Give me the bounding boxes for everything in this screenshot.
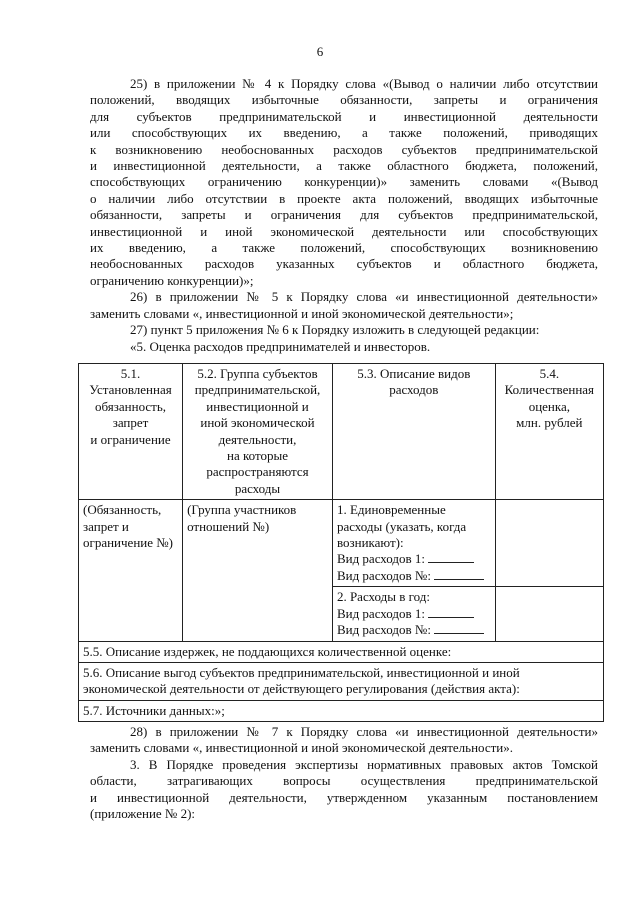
header-5-4: 5.4. Количественная оценка, млн. рублей	[495, 364, 603, 500]
text-line: и инвестиционной деятельности, а также областного бюджета, положений,	[90, 158, 598, 174]
blank-field	[434, 622, 484, 634]
cost-line: Вид расходов №:	[337, 568, 491, 584]
text-line: инвестиционной и иной экономической деятельности или способствующих	[90, 223, 598, 239]
text-line: положений, вводящих избыточные обязанности, запреты и ограничения	[90, 92, 598, 108]
cost-line: Вид расходов 1:	[337, 606, 491, 622]
paragraph-26-line: 26) в приложении № 5 к Порядку слова «и инвестиционной деятельности»	[130, 289, 598, 305]
row-5-5: 5.5. Описание издержек, не поддающихся количественной оценке:	[79, 641, 604, 662]
header-5-2: 5.2. Группа субъектов предпринимательской, инвестиционной и иной экономической деятельности, на которые распространяются расходы	[183, 364, 333, 500]
text-line: их введению, а также положений, способствующих возникновению	[90, 240, 598, 256]
header-5-1: 5.1. Установленная обязанность, запрет и ограничение	[79, 364, 183, 500]
text-line: способствующих ограничению конкуренции)» заменить словами «(Вывод	[90, 174, 598, 190]
one-time-costs-cell: 1. Единовременные расходы (указать, когда возникают): Вид расходов 1: Вид расходов №:	[332, 500, 495, 587]
text-line: или способствующих их введению, а также положений, приводящих	[90, 125, 598, 141]
text-line: о наличии либо отсутствии в проекте акта положений, вводящих избыточные	[90, 190, 598, 206]
row-5-7: 5.7. Источники данных:»;	[79, 700, 604, 721]
paragraph-26-line: заменить словами «, инвестиционной и иной экономической деятельности»;	[90, 305, 514, 321]
text-line: для субъектов предпринимательской и инвестиционной деятельности	[90, 108, 598, 124]
text-line: к возникновению необоснованных расходов субъектов предпринимательской	[90, 141, 598, 157]
annual-costs-cell: 2. Расходы в год: Вид расходов 1: Вид расходов №:	[332, 587, 495, 641]
blank-field	[428, 606, 474, 618]
cost-line: Вид расходов №:	[337, 622, 491, 638]
text-line: необоснованных расходов указанных субъектов и областного бюджета,	[90, 256, 598, 272]
paragraph-3-line: и инвестиционной деятельности, утвержденном указанным постановлением	[90, 789, 598, 805]
text-line: заменить словами «, инвестиционной и иной экономической деятельности».	[90, 740, 514, 756]
text-line: обязанности, запреты и ограничения для субъектов предпринимательской,	[90, 207, 598, 223]
estimate-cell	[495, 587, 603, 641]
cost-table	[78, 363, 604, 722]
table-row	[79, 500, 604, 587]
paragraph-27: 27) пункт 5 приложения № 6 к Порядку изложить в следующей редакции:	[130, 322, 540, 338]
section-5-heading: «5. Оценка расходов предпринимателей и инвесторов.	[130, 338, 431, 354]
paragraph-25	[90, 76, 598, 355]
paragraph-3-line: области, затрагивающих вопросы осуществления предпринимательской	[90, 773, 598, 789]
header-5-3: 5.3. Описание видов расходов	[332, 364, 495, 500]
text-line: ограничению конкуренции)»;	[90, 272, 254, 288]
cost-line: Вид расходов 1:	[337, 551, 491, 567]
row-5-6: 5.6. Описание выгод субъектов предпринимательской, инвестиционной и иной экономической деятельности от действующего регулирования (действия акта):	[79, 662, 604, 700]
obligation-cell: (Обязанность, запрет и ограничение №)	[79, 500, 183, 641]
blank-field	[434, 568, 484, 580]
paragraph-3-line: (приложение № 2):	[90, 806, 196, 822]
paragraph-28	[90, 724, 598, 822]
group-cell: (Группа участников отношений №)	[183, 500, 333, 641]
table-header-row	[79, 364, 604, 500]
text-line: 28) в приложении № 7 к Порядку слова «и инвестиционной деятельности»	[130, 724, 598, 739]
page-number: 6	[316, 44, 324, 59]
text-line: 25) в приложении № 4 к Порядку слова «(Вывод о наличии либо отсутствии	[130, 76, 598, 91]
paragraph-3-line: 3. В Порядке проведения экспертизы нормативных правовых актов Томской	[130, 756, 598, 772]
blank-field	[428, 551, 474, 563]
estimate-cell	[495, 500, 603, 587]
